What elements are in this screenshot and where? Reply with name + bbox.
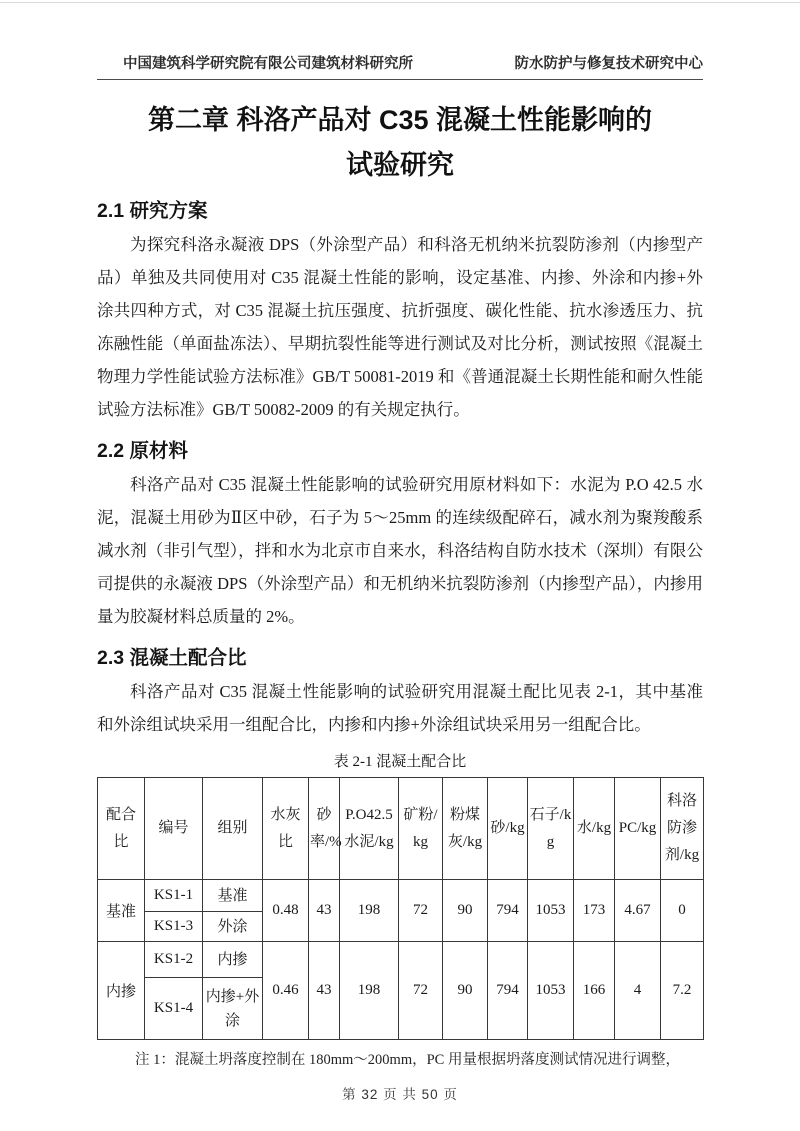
col-header-cement: P.O42.5 水泥/kg xyxy=(340,778,399,880)
col-header-wc-ratio: 水灰比 xyxy=(263,778,309,880)
code-cell: KS1-4 xyxy=(145,978,203,1040)
chapter-title-line-2: 试验研究 xyxy=(346,150,454,180)
page-footer: 第 32 页 共 50 页 xyxy=(342,1087,458,1102)
section-heading-2-2: 2.2 原材料 xyxy=(97,440,189,462)
table-row-ks1-2 xyxy=(98,942,704,978)
col-header-code: 编号 xyxy=(145,778,203,880)
value-cell-cement: 198 xyxy=(340,942,399,1040)
value-cell-sand-rate: 43 xyxy=(309,880,340,942)
value-cell-wc: 0.46 xyxy=(263,942,309,1040)
section-heading-2-1: 2.1 研究方案 xyxy=(97,200,208,222)
chapter-title-line-1: 第二章 科洛产品对 C35 混凝土性能影响的 xyxy=(147,105,653,135)
value-cell-fly-ash: 90 xyxy=(443,880,488,942)
col-header-sand-rate: 砂率/% xyxy=(309,778,340,880)
value-cell-stone: 1053 xyxy=(528,942,574,1040)
page-header xyxy=(97,52,703,80)
code-cell: KS1-2 xyxy=(145,942,203,978)
code-cell: KS1-1 xyxy=(145,880,203,912)
type-cell: 内掺+外涂 xyxy=(203,978,263,1040)
col-header-fly-ash: 粉煤灰/kg xyxy=(443,778,488,880)
scan-edge-line xyxy=(0,2,800,3)
value-cell-sand: 794 xyxy=(488,880,528,942)
col-header-water: 水/kg xyxy=(574,778,615,880)
value-cell-wc: 0.48 xyxy=(263,880,309,942)
value-cell-admixture: 0 xyxy=(661,880,704,942)
value-cell-water: 173 xyxy=(574,880,615,942)
value-cell-admixture: 7.2 xyxy=(661,942,704,1040)
type-cell: 内掺 xyxy=(203,942,263,978)
col-header-group: 组别 xyxy=(203,778,263,880)
code-cell: KS1-3 xyxy=(145,912,203,942)
col-header-stone: 石子/kg xyxy=(528,778,574,880)
table-row-ks1-1 xyxy=(98,880,704,912)
table-note: 注 1：混凝土坍落度控制在 180mm～200mm，PC 用量根据坍落度测试情况进行调整， xyxy=(135,1052,680,1068)
value-cell-mineral-powder: 72 xyxy=(399,880,443,942)
type-cell: 基准 xyxy=(203,880,263,912)
section-2-2-paragraph: 科洛产品对 C35 混凝土性能影响的试验研究用原材料如下：水泥为 P.O 42.5 水泥，混凝土用砂为Ⅱ区中砂，石子为 5～25mm 的连续级配碎石，减水剂为聚羧酸系减水剂（非引气型），拌和水为北京市自来水，科洛结构自防水技术（深圳）有限公司提供的永凝液 DPS（外涂型产品）和无机纳米抗裂防渗剂（内掺型产品），内掺用量为胶凝材料总质量的 2%。 xyxy=(97,475,703,626)
mix-proportion-table xyxy=(97,777,704,1040)
col-header-mix-ratio: 配合比 xyxy=(98,778,145,880)
section-2-3-paragraph: 科洛产品对 C35 混凝土性能影响的试验研究用混凝土配比见表 2-1，其中基准和外涂组试块采用一组配合比，内掺和内掺+外涂组试块采用另一组配合比。 xyxy=(97,682,703,734)
value-cell-water: 166 xyxy=(574,942,615,1040)
col-header-pc: PC/kg xyxy=(615,778,661,880)
col-header-keluo-admixture: 科洛防渗剂/kg xyxy=(661,778,704,880)
group-cell-internal: 内掺 xyxy=(98,942,145,1040)
value-cell-stone: 1053 xyxy=(528,880,574,942)
value-cell-sand-rate: 43 xyxy=(309,942,340,1040)
col-header-sand: 砂/kg xyxy=(488,778,528,880)
value-cell-pc: 4 xyxy=(615,942,661,1040)
header-right-text: 防水防护与修复技术研究中心 xyxy=(514,56,703,72)
value-cell-fly-ash: 90 xyxy=(443,942,488,1040)
value-cell-mineral-powder: 72 xyxy=(399,942,443,1040)
value-cell-sand: 794 xyxy=(488,942,528,1040)
document-page xyxy=(97,0,703,1103)
table-caption: 表 2-1 混凝土配合比 xyxy=(333,754,467,770)
type-cell: 外涂 xyxy=(203,912,263,942)
value-cell-pc: 4.67 xyxy=(615,880,661,942)
chapter-title xyxy=(97,98,703,188)
section-heading-2-3: 2.3 混凝土配合比 xyxy=(97,647,247,669)
group-cell-benchmark: 基准 xyxy=(98,880,145,942)
header-left-text: 中国建筑科学研究院有限公司建筑材料研究所 xyxy=(123,56,413,72)
col-header-mineral-powder: 矿粉/kg xyxy=(399,778,443,880)
value-cell-cement: 198 xyxy=(340,880,399,942)
section-2-1-paragraph: 为探究科洛永凝液 DPS（外涂型产品）和科洛无机纳米抗裂防渗剂（内掺型产品）单独及共同使用对 C35 混凝土性能的影响，设定基准、内掺、外涂和内掺+外涂共四种方式，对 C35 混凝土抗压强度、抗折强度、碳化性能、抗水渗透压力、抗冻融性能（单面盐冻法）、早期抗裂性能等进行测试及对比分析，测试按照《混凝土物理力学性能试验方法标准》GB/T 50081-2019 和《普通混凝土长期性能和耐久性能试验方法标准》GB/T 50082-2009 的有关规定执行。 xyxy=(97,235,703,419)
table-header-row xyxy=(98,778,704,880)
